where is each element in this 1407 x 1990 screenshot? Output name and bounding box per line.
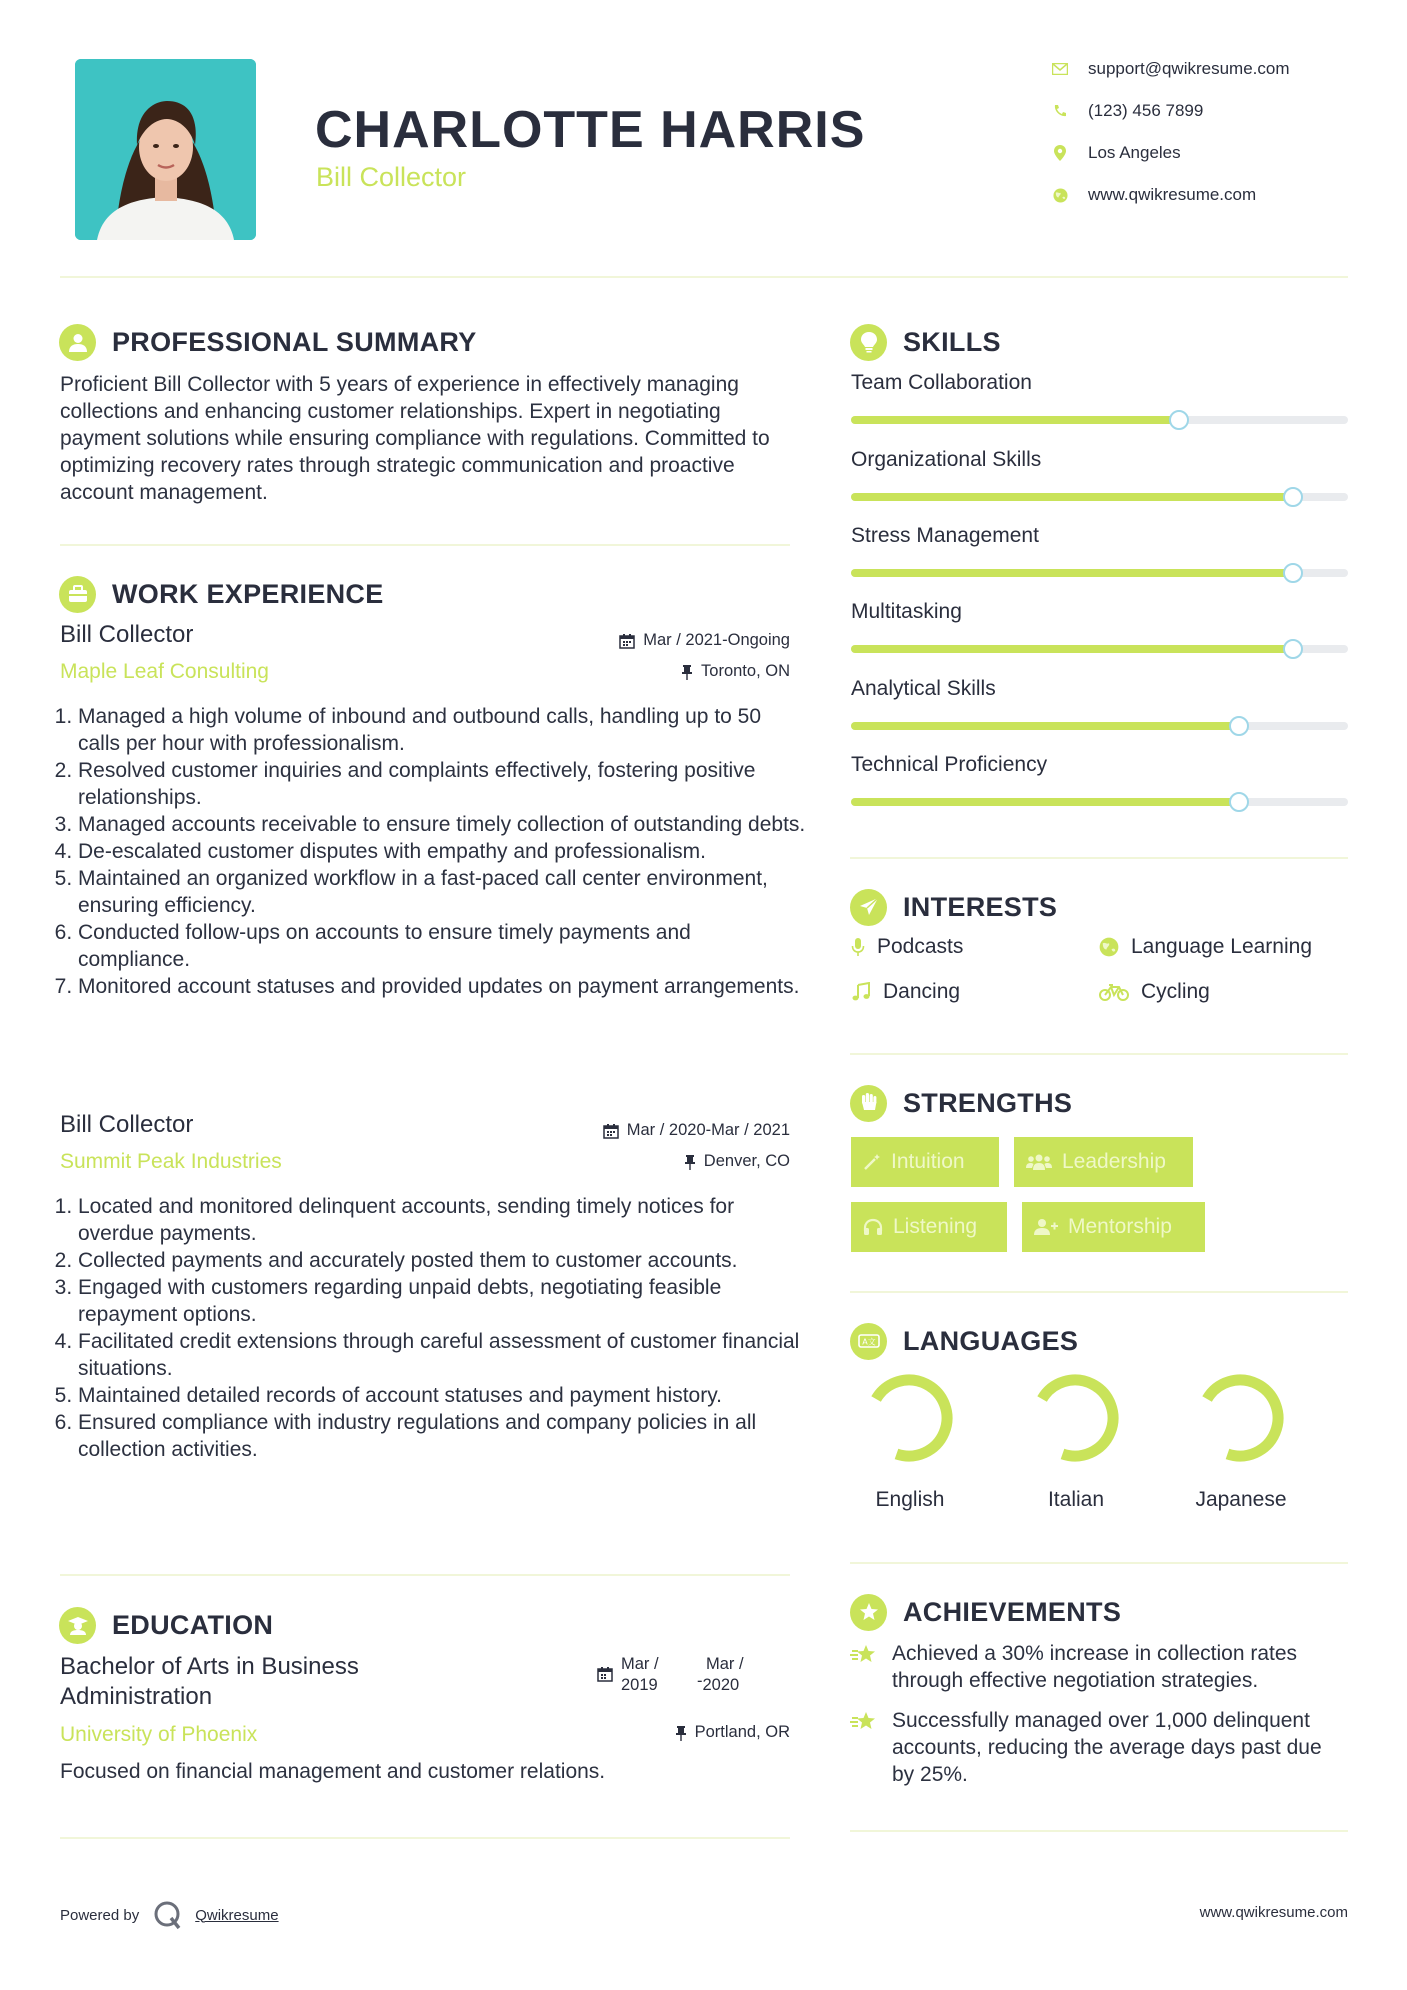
contact-location [1050,139,1181,167]
contact-email-text: support@qwikresume.com [1088,59,1290,78]
skills-title: SKILLS [903,326,1001,357]
header-divider [60,276,1348,278]
languages-title: LANGUAGES [903,1325,1079,1356]
job-1-duty: 5. Maintained an organized workflow in a fast-paced call center environment, ensuring efficiency. [78,865,808,919]
job-1-duty: 3. Managed accounts receivable to ensure timely collection of outstanding debts. [78,811,808,838]
trophy-star-icon [850,1640,880,1694]
summary-title: PROFESSIONAL SUMMARY [112,326,477,357]
job-1-duties [60,703,808,1000]
lightbulb-icon [850,324,887,361]
education-description: Focused on financial management and customer relations. [60,1760,606,1783]
achievements-title: ACHIEVEMENTS [903,1596,1122,1627]
pushpin-icon [675,1725,687,1741]
globe-icon [1050,185,1070,205]
calendar-icon [619,633,635,649]
footer-powered-by [60,1900,279,1930]
languages-list [840,1368,1350,1518]
interest-item [1099,935,1312,959]
summary-divider [60,544,790,546]
powered-by-text: Powered by [60,1906,140,1924]
interest-label: Podcasts [877,935,964,958]
job-2-dates-text: Mar / 2020-Mar / 2021 [626,1121,790,1139]
education-location-text: Portland, OR [694,1723,790,1741]
qwikresume-link[interactable]: Qwikresume [195,1906,279,1924]
job-1-dates [500,631,790,650]
job-1-dates-text: Mar / 2021-Ongoing [643,631,790,649]
job-2-dates [500,1121,790,1140]
job-2-duty: 6. Ensured compliance with industry regulations and company policies in all collection activities. [78,1409,808,1463]
job-2-location [500,1152,790,1171]
language-name: Italian [1047,1488,1105,1511]
qwikresume-logo-icon [153,1900,183,1930]
skill-bar [851,569,1348,577]
interest-item [1099,980,1210,1004]
job-2-company: Summit Peak Industries [60,1150,282,1173]
skill-name: Analytical Skills [851,677,996,700]
skill-bar [851,798,1348,806]
skill-name: Organizational Skills [851,448,1042,471]
skill-name: Team Collaboration [851,371,1032,394]
strengths-title: STRENGTHS [903,1087,1073,1118]
interest-item [851,935,963,959]
headphones-icon [863,1218,883,1236]
language-name: English [875,1488,945,1511]
languages-divider [850,1562,1348,1564]
strength-chip [851,1202,1007,1252]
job-1-duty: 4. De-escalated customer disputes with empathy and professionalism. [78,838,808,865]
achievement-item [850,1707,1348,1788]
interest-item [851,980,960,1004]
job-1-location-text: Toronto, ON [701,662,790,680]
award-star-icon [850,1594,887,1631]
contact-phone-text: (123) 456 7899 [1088,101,1204,120]
contact-location-text: Los Angeles [1088,143,1181,162]
strength-label: Leadership [1062,1150,1166,1173]
strengths-divider [850,1291,1348,1293]
skills-heading [850,322,1001,362]
skill-bar-fill [851,645,1293,653]
job-1-duty: 2. Resolved customer inquiries and complaints effectively, fostering positive relationships. [78,757,808,811]
skill-bar-handle[interactable] [1169,410,1189,430]
education-heading [59,1605,273,1645]
skill-bar-handle[interactable] [1229,792,1249,812]
skill-name: Multitasking [851,600,962,623]
achievement-text: Successfully managed over 1,000 delinquent accounts, reducing the average days past due by 25%. [892,1709,1322,1786]
skill-bar-handle[interactable] [1283,639,1303,659]
phone-icon [1050,101,1070,121]
skill-bar-fill [851,798,1239,806]
achievement-text: Achieved a 30% increase in collection rates through effective negotiation strategies. [892,1642,1298,1692]
job-2-location-text: Denver, CO [703,1152,790,1170]
contact-website[interactable] [1050,181,1256,209]
calendar-icon [597,1666,613,1682]
skill-bar-handle[interactable] [1283,563,1303,583]
language-name: Japanese [1195,1488,1287,1511]
summary-text: Proficient Bill Collector with 5 years of experience in effectively managing collections and enhancing customer relationships. Expert in negotiating payment solutions while ensuring compliance with regulations. Committed to optimizing recovery rates through strategic communication and proactive account management. [60,373,770,504]
skill-bar [851,493,1348,501]
magic-wand-icon [863,1153,881,1171]
education-start-year: 2019 [621,1676,658,1694]
contact-email[interactable] [1050,55,1290,83]
job-2-duty: 4. Facilitated credit extensions through careful assessment of customer financial situations. [78,1328,808,1382]
work-divider [60,1574,790,1576]
work-title: WORK EXPERIENCE [112,578,384,609]
job-1-duty: 1. Managed a high volume of inbound and outbound calls, handling up to 50 calls per hour with professionalism. [78,703,808,757]
education-start-month: Mar / [621,1655,659,1673]
job-1-duty: 7. Monitored account statuses and provided updates on payment arrangements. [78,973,808,1000]
interest-label: Cycling [1141,980,1210,1003]
strength-label: Mentorship [1068,1215,1172,1238]
group-icon [1026,1153,1052,1171]
education-school: University of Phoenix [60,1723,258,1746]
work-heading [59,574,384,614]
pushpin-icon [681,664,693,680]
skill-bar [851,722,1348,730]
skill-bar-fill [851,569,1293,577]
education-end-month: Mar / [706,1655,744,1673]
raised-fist-icon [850,1085,887,1122]
translate-icon [850,1323,887,1360]
contact-phone[interactable] [1050,97,1203,125]
strength-chip [1014,1137,1193,1187]
svg-text:A文: A文 [861,1337,876,1347]
education-dates [597,1654,744,1696]
skill-bar-fill [851,722,1239,730]
education-end-separator: - [697,1672,703,1690]
job-2-duty: 2. Collected payments and accurately posted them to customer accounts. [78,1247,808,1274]
bicycle-icon [1099,982,1129,1002]
location-pin-icon [1050,143,1070,163]
graduate-icon [59,1607,96,1644]
job-1-title: Bill Collector [60,621,194,648]
job-1-location [500,662,790,681]
skill-bar [851,416,1348,424]
interest-label: Dancing [883,980,961,1003]
interests-title: INTERESTS [903,891,1058,922]
language-ring [1190,1368,1290,1468]
footer-website-link[interactable]: www.qwikresume.com [1199,1904,1348,1921]
job-2-duties [60,1193,808,1463]
trophy-star-icon [850,1707,880,1788]
strength-chip [851,1137,999,1187]
profile-photo [75,59,256,240]
strength-label: Listening [893,1215,978,1238]
skill-bar [851,645,1348,653]
job-1-duty: 6. Conducted follow-ups on accounts to ensure timely payments and compliance. [78,919,808,973]
briefcase-icon [59,576,96,613]
skill-bar-handle[interactable] [1283,487,1303,507]
skill-bar-fill [851,416,1179,424]
skills-divider [850,857,1348,859]
strengths-heading [850,1083,1072,1123]
language-ring [859,1368,959,1468]
music-note-icon [851,982,871,1002]
contact-website-text: www.qwikresume.com [1088,185,1257,204]
education-title: EDUCATION [112,1609,274,1640]
job-2-duty: 1. Located and monitored delinquent accounts, sending timely notices for overdue payments. [78,1193,808,1247]
language-ring [1025,1368,1125,1468]
strength-chip [1022,1202,1205,1252]
education-degree: Bachelor of Arts in Business Administration [60,1653,359,1710]
achievements-heading [850,1592,1121,1632]
job-1-company: Maple Leaf Consulting [60,660,269,683]
skill-name: Stress Management [851,524,1039,547]
education-start [621,1654,697,1696]
job-2-title: Bill Collector [60,1111,194,1138]
education-end [697,1654,744,1696]
languages-heading [850,1321,1078,1361]
candidate-name: CHARLOTTE HARRIS [315,101,866,159]
calendar-icon [603,1123,619,1139]
education-end-year: 2020 [702,1676,740,1694]
add-user-icon [1034,1218,1058,1236]
skill-bar-handle[interactable] [1229,716,1249,736]
strength-label: Intuition [891,1150,965,1173]
envelope-icon [1050,59,1070,79]
achievement-item [850,1640,1348,1694]
job-title: Bill Collector [316,162,467,192]
achievements-divider [850,1830,1348,1832]
pushpin-icon [684,1154,696,1170]
job-2-duty: 5. Maintained detailed records of account statuses and payment history. [78,1382,808,1409]
education-location [500,1723,790,1742]
globe-icon [1099,937,1119,957]
interest-label: Language Learning [1131,935,1313,958]
microphone-icon [851,937,865,957]
job-2-duty: 3. Engaged with customers regarding unpaid debts, negotiating feasible repayment options. [78,1274,808,1328]
user-icon [59,324,96,361]
interests-divider [850,1053,1348,1055]
interests-heading [850,887,1057,927]
education-divider [60,1837,790,1839]
summary-heading [59,322,477,362]
skill-bar-fill [851,493,1293,501]
paper-plane-icon [850,889,887,926]
skill-name: Technical Proficiency [851,753,1048,776]
